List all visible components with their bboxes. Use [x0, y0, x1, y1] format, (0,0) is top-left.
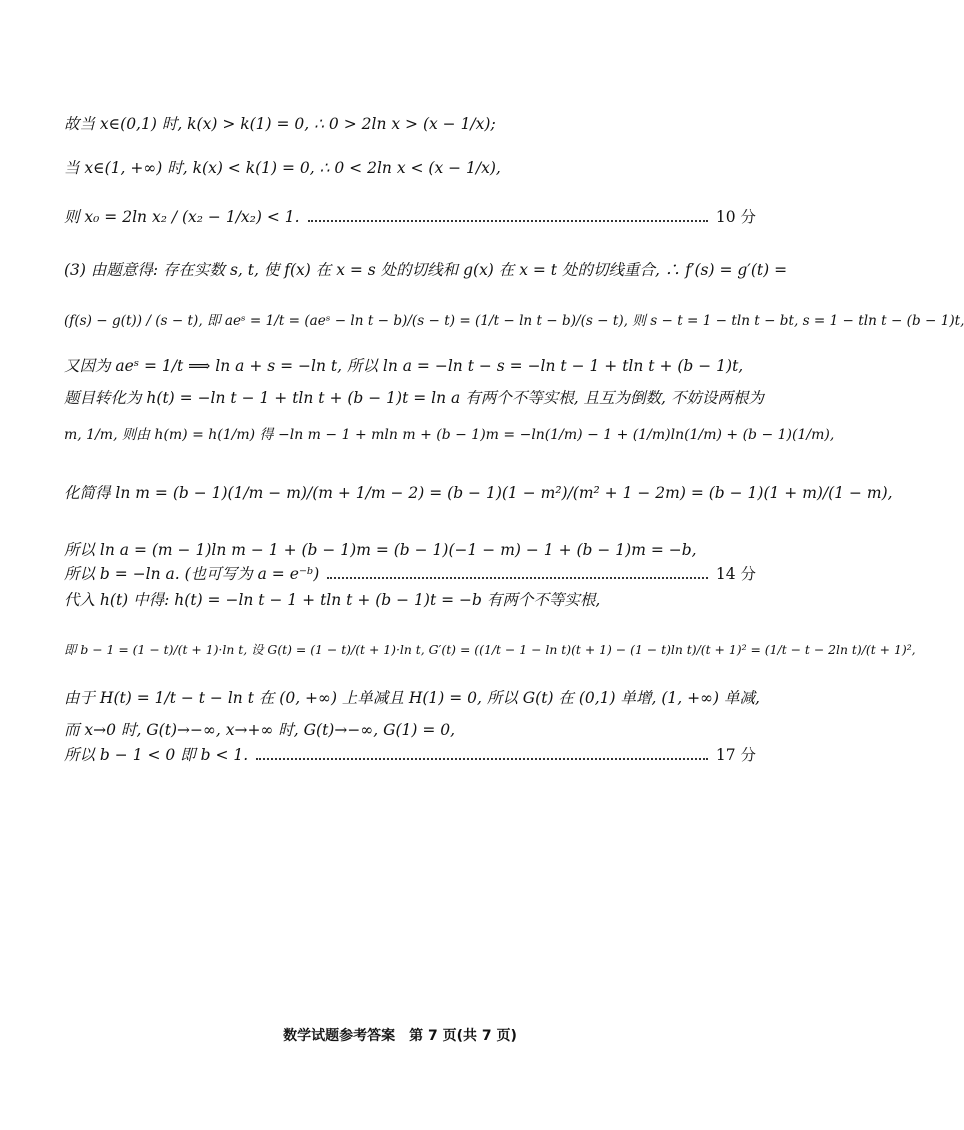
line-16	[64, 745, 756, 765]
line-10	[64, 540, 756, 560]
line-13-text: 即 b − 1 = (1 − t)/(t + 1)·ln t, 设 G(t) = (1 − t)/(t + 1)·ln t, G′(t) = ((1/t − 1 − ln t)(t + 1) − (1 − t)ln t)/(t + 1)² = (1/t − t − 2ln t)/(t + 1)²,	[64, 642, 916, 657]
line-1-text: 故当 x∈(0,1) 时, k(x) > k(1) = 0, ∴ 0 > 2ln x > (x − 1/x);	[64, 115, 496, 133]
line-7-text: 题目转化为 h(t) = −ln t − 1 + tln t + (b − 1)t = ln a 有两个不等实根, 且互为倒数, 不妨设两根为	[64, 389, 764, 407]
line-14	[64, 688, 760, 708]
line-1	[64, 114, 756, 134]
line-5	[64, 311, 964, 331]
dot-leader	[327, 577, 708, 579]
line-8-text: m, 1/m, 则由 h(m) = h(1/m) 得 −ln m − 1 + mln m + (b − 1)m = −ln(1/m) − 1 + (1/m)ln(1/m) + (b − 1)(1/m),	[64, 427, 835, 443]
line-8	[64, 425, 835, 445]
line-12-text: 代入 h(t) 中得: h(t) = −ln t − 1 + tln t + (b − 1)t = −b 有两个不等实根,	[64, 591, 601, 609]
score-17: 17 分	[715, 746, 756, 764]
line-9	[64, 483, 893, 503]
line-16-text: 所以 b − 1 < 0 即 b < 1.	[64, 746, 249, 764]
line-2	[64, 158, 756, 178]
line-12	[64, 590, 756, 610]
line-4-text: (3) 由题意得: 存在实数 s, t, 使 f(x) 在 x = s 处的切线和 g(x) 在 x = t 处的切线重合, ∴ f′(s) = g′(t) =	[64, 261, 788, 279]
line-5-text: (f(s) − g(t)) / (s − t), 即 aeˢ = 1/t = (aeˢ − ln t − b)/(s − t) = (1/t − ln t − b)/(s − t), 则 s − t = 1 − tln t − bt, s = 1 − tln t − (b − 1)t,	[64, 313, 964, 329]
line-14-text: 由于 H(t) = 1/t − t − ln t 在 (0, +∞) 上单减且 H(1) = 0, 所以 G(t) 在 (0,1) 单增, (1, +∞) 单减,	[64, 689, 760, 707]
dot-leader	[256, 758, 708, 760]
line-15	[64, 720, 756, 740]
line-13	[64, 640, 916, 660]
page-footer: 数学试题参考答案 第 7 页(共 7 页)	[283, 1028, 517, 1044]
line-10-text: 所以 ln a = (m − 1)ln m − 1 + (b − 1)m = (b − 1)(−1 − m) − 1 + (b − 1)m = −b,	[64, 541, 697, 559]
score-14: 14 分	[715, 565, 756, 583]
line-6-text: 又因为 aeˢ = 1/t ⟹ ln a + s = −ln t, 所以 ln a = −ln t − s = −ln t − 1 + tln t + (b − 1)t,	[64, 357, 744, 375]
line-3	[64, 207, 756, 227]
line-3-text: 则 x₀ = 2ln x₂ / (x₂ − 1/x₂) < 1.	[64, 208, 300, 226]
line-6	[64, 356, 756, 376]
line-9-text: 化简得 ln m = (b − 1)(1/m − m)/(m + 1/m − 2) = (b − 1)(1 − m²)/(m² + 1 − 2m) = (b − 1)(1 + m)/(1 − m),	[64, 484, 893, 502]
dot-leader	[308, 220, 708, 222]
line-15-text: 而 x→0 时, G(t)→−∞, x→+∞ 时, G(t)→−∞, G(1) = 0,	[64, 721, 456, 739]
line-11-text: 所以 b = −ln a. (也可写为 a = e⁻ᵇ)	[64, 565, 320, 583]
line-2-text: 当 x∈(1, +∞) 时, k(x) < k(1) = 0, ∴ 0 < 2ln x < (x − 1/x),	[64, 159, 501, 177]
line-11	[64, 564, 756, 584]
score-10: 10 分	[715, 208, 756, 226]
line-7	[64, 388, 764, 408]
line-4	[64, 260, 788, 280]
